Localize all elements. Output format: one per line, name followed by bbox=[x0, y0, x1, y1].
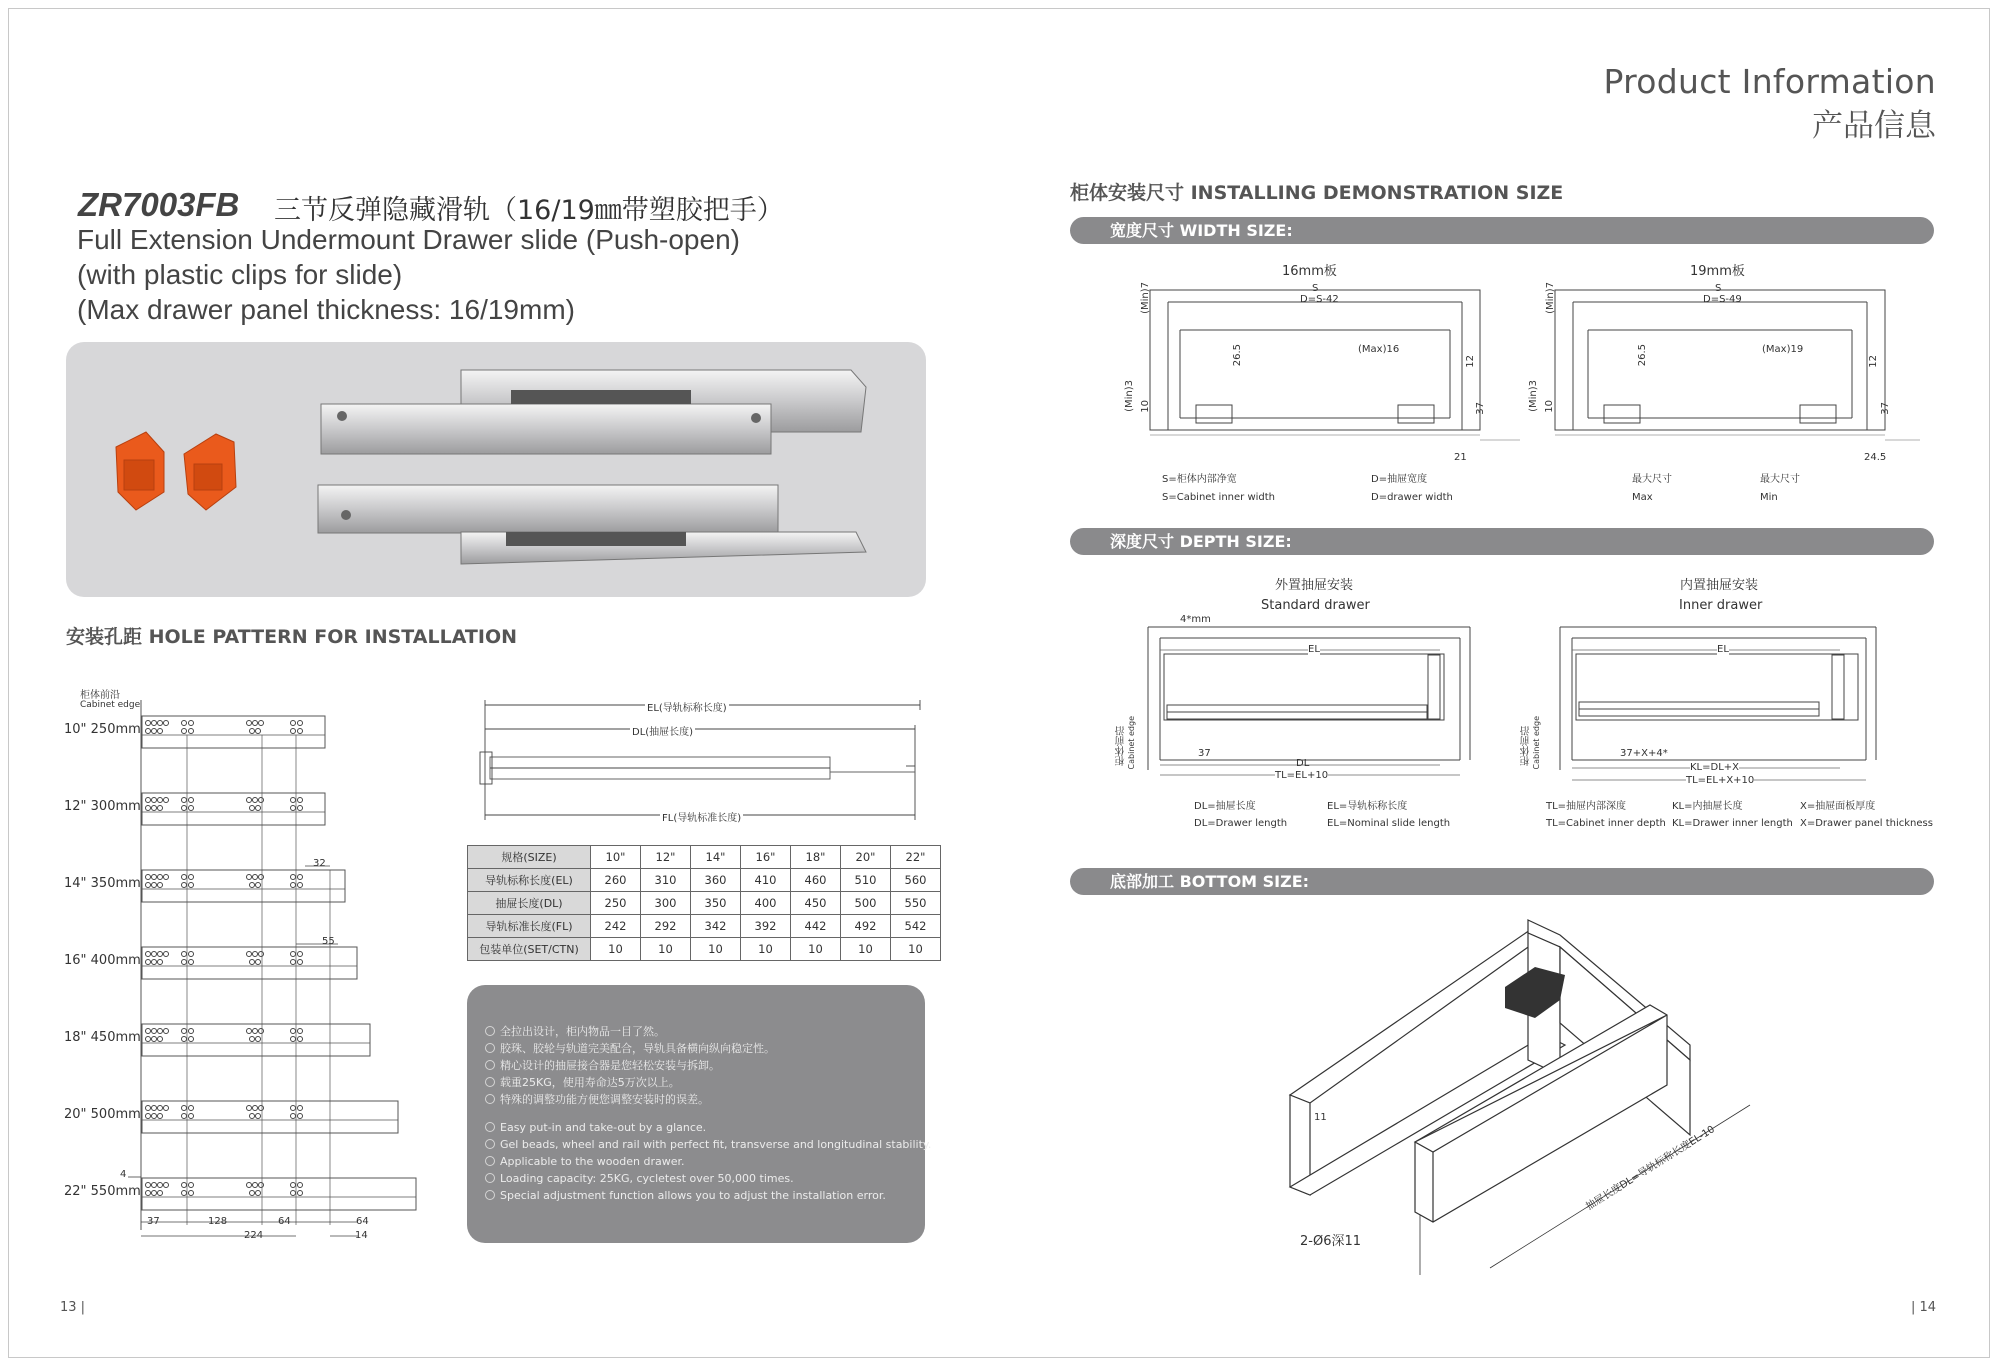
feature-item bbox=[485, 1121, 706, 1134]
size-label-12: 12" 300mm bbox=[64, 799, 141, 814]
bottom-size-bar: 底部加工 BOTTOM SIZE: bbox=[1070, 868, 1934, 895]
dim-128: 128 bbox=[208, 1216, 228, 1227]
w19-min7: (Min)7 bbox=[1545, 282, 1556, 314]
inner-el: EL bbox=[1717, 644, 1729, 655]
w16-max16: (Max)16 bbox=[1358, 344, 1400, 355]
feature-text: 精心设计的抽屉接合器是您轻松安装与拆卸。 bbox=[500, 1059, 720, 1072]
depth-legend-kl-en: KL=Drawer inner length bbox=[1672, 818, 1793, 829]
cabinet-edge-cn: 柜体前沿 bbox=[80, 690, 120, 701]
table-cell: 550 bbox=[891, 892, 941, 915]
w16-21: 21 bbox=[1454, 452, 1467, 463]
std-edge-en: Cabinet edge bbox=[1127, 716, 1136, 770]
size-label-14: 14" 350mm bbox=[64, 876, 141, 891]
bullet-icon bbox=[485, 1094, 495, 1104]
feature-item bbox=[485, 1074, 680, 1090]
depth-legend-tl-cn: TL=抽屉内部深度 bbox=[1546, 801, 1627, 812]
table-cell: 492 bbox=[841, 915, 891, 938]
depth-legend-x-cn: X=抽屉面板厚度 bbox=[1800, 801, 1876, 812]
table-cell: 560 bbox=[891, 869, 941, 892]
w16-min3: (Min)3 bbox=[1124, 380, 1135, 412]
std-4mm: 4*mm bbox=[1180, 614, 1211, 625]
legend-d-cn: D=抽屉宽度 bbox=[1371, 474, 1428, 485]
page-number-left: 13 | bbox=[60, 1300, 86, 1315]
feature-item bbox=[485, 1138, 931, 1151]
feature-item bbox=[485, 1057, 720, 1073]
table-cell: 392 bbox=[741, 915, 791, 938]
table-cell: 410 bbox=[741, 869, 791, 892]
feature-item bbox=[485, 1172, 794, 1185]
table-cell: 542 bbox=[891, 915, 941, 938]
table-row bbox=[468, 938, 941, 961]
table-row bbox=[468, 915, 941, 938]
dl-label: DL(抽屉长度) bbox=[630, 723, 695, 738]
bullet-icon bbox=[485, 1122, 495, 1132]
bottom-length-label: 抽屉长度DL=导轨标称长度EL-10 bbox=[1584, 1124, 1717, 1213]
table-cell: 460 bbox=[791, 869, 841, 892]
table-col-22: 22" bbox=[891, 846, 941, 869]
model-number: ZR7003FB bbox=[78, 186, 240, 223]
w19-12: 12 bbox=[1868, 355, 1879, 368]
depth-legend-dl-cn: DL=抽屉长度 bbox=[1194, 801, 1256, 812]
dim-37: 37 bbox=[147, 1216, 160, 1227]
std-title-en: Standard drawer bbox=[1261, 598, 1370, 613]
installing-title: 柜体安装尺寸 INSTALLING DEMONSTRATION SIZE bbox=[1070, 182, 1564, 204]
inner-kl: KL=DL+X bbox=[1690, 762, 1740, 773]
depth-legend-dl-en: DL=Drawer length bbox=[1194, 818, 1288, 829]
inner-37x4: 37+X+4* bbox=[1620, 748, 1668, 759]
size-label-22: 22" 550mm bbox=[64, 1184, 141, 1199]
bullet-icon bbox=[485, 1156, 495, 1166]
product-title-line1: Full Extension Undermount Drawer slide (Push-open) bbox=[77, 224, 740, 255]
table-col-20: 20" bbox=[841, 846, 891, 869]
table-col-18: 18" bbox=[791, 846, 841, 869]
table-cell: 292 bbox=[641, 915, 691, 938]
feature-text: 载重25KG，使用寿命达5万次以上。 bbox=[500, 1076, 680, 1089]
std-dl: DL bbox=[1296, 758, 1310, 769]
bottom-11: 11 bbox=[1314, 1112, 1327, 1123]
feature-text: Applicable to the wooden drawer. bbox=[500, 1155, 685, 1168]
bullet-icon bbox=[485, 1060, 495, 1070]
table-row-label: 导轨标准长度(FL) bbox=[468, 915, 591, 938]
table-cell: 10 bbox=[591, 938, 641, 961]
page-number-right: | 14 bbox=[1910, 1300, 1936, 1315]
el-label: EL(导轨标称长度) bbox=[645, 699, 729, 714]
size-label-20: 20" 500mm bbox=[64, 1107, 141, 1122]
size-label-10: 10" 250mm bbox=[64, 722, 141, 737]
table-col-12: 12" bbox=[641, 846, 691, 869]
features-box bbox=[467, 985, 932, 1243]
cabinet-edge-en: Cabinet edge bbox=[80, 700, 141, 710]
w16-12: 12 bbox=[1465, 355, 1476, 368]
bottom-diagram bbox=[1270, 905, 1790, 1285]
legend-max-cn: 最大尺寸 bbox=[1632, 474, 1672, 485]
feature-text: Loading capacity: 25KG, cycletest over 50,000 times. bbox=[500, 1172, 794, 1185]
depth-diagrams bbox=[1110, 610, 1910, 790]
w16-265: 26.5 bbox=[1232, 344, 1243, 367]
fl-label: FL(导轨标准长度) bbox=[660, 809, 743, 824]
w19-10: 10 bbox=[1544, 400, 1555, 413]
feature-text: 胶珠、胶轮与轨道完美配合，导轨具备横向纵向稳定性。 bbox=[500, 1042, 775, 1055]
table-row bbox=[468, 869, 941, 892]
feature-text: Special adjustment function allows you to adjust the installation error. bbox=[500, 1189, 886, 1202]
table-cell: 10 bbox=[691, 938, 741, 961]
legend-min-cn: 最大尺寸 bbox=[1760, 474, 1800, 485]
depth-legend-el-cn: EL=导轨标称长度 bbox=[1327, 801, 1408, 812]
w19-max19: (Max)19 bbox=[1762, 344, 1804, 355]
width-size-bar: 宽度尺寸 WIDTH SIZE: bbox=[1070, 217, 1934, 244]
feature-item bbox=[485, 1040, 775, 1056]
inner-edge-cn: 柜体前沿 bbox=[1521, 726, 1532, 766]
w16-37: 37 bbox=[1475, 402, 1486, 415]
dim-224: 224 bbox=[244, 1230, 264, 1241]
w19-title: 19mm板 bbox=[1690, 264, 1745, 279]
std-37: 37 bbox=[1198, 748, 1211, 759]
bullet-icon bbox=[485, 1190, 495, 1200]
spec-table bbox=[467, 845, 941, 961]
product-name-cn: 三节反弹隐藏滑轨（16/19㎜带塑胶把手） bbox=[274, 195, 784, 226]
size-label-16: 16" 400mm bbox=[64, 953, 141, 968]
table-row-label: 包装单位(SET/CTN) bbox=[468, 938, 591, 961]
w16-10: 10 bbox=[1140, 400, 1151, 413]
feature-item bbox=[485, 1189, 886, 1202]
table-cell: 242 bbox=[591, 915, 641, 938]
table-cell: 10 bbox=[791, 938, 841, 961]
std-el: EL bbox=[1308, 644, 1320, 655]
table-row-label: 抽屉长度(DL) bbox=[468, 892, 591, 915]
legend-s-cn: S=柜体内部净宽 bbox=[1162, 474, 1237, 485]
w16-d: D=S-42 bbox=[1300, 294, 1339, 305]
w19-d: D=S-49 bbox=[1703, 294, 1742, 305]
feature-item bbox=[485, 1091, 709, 1107]
depth-size-bar: 深度尺寸 DEPTH SIZE: bbox=[1070, 528, 1934, 555]
legend-max-en: Max bbox=[1632, 492, 1653, 503]
feature-text: Gel beads, wheel and rail with perfect fit, transverse and longitudinal stability. bbox=[500, 1138, 932, 1151]
feature-item bbox=[485, 1023, 665, 1039]
section-title-en: Product Information bbox=[1603, 62, 1936, 101]
feature-text: Easy put-in and take-out by a glance. bbox=[500, 1121, 707, 1134]
w19-s: S bbox=[1715, 283, 1722, 294]
inner-edge-en: Cabinet edge bbox=[1532, 716, 1541, 770]
bullet-icon bbox=[485, 1043, 495, 1053]
bullet-icon bbox=[485, 1173, 495, 1183]
product-title-line3: (Max drawer panel thickness: 16/19mm) bbox=[77, 294, 575, 325]
depth-legend-tl-en: TL=Cabinet inner depth bbox=[1546, 818, 1666, 829]
table-cell: 442 bbox=[791, 915, 841, 938]
table-cell: 360 bbox=[691, 869, 741, 892]
table-cell: 500 bbox=[841, 892, 891, 915]
dim-4: 4 bbox=[120, 1169, 127, 1180]
table-header-label: 规格(SIZE) bbox=[468, 846, 591, 869]
feature-item bbox=[485, 1155, 684, 1168]
table-col-14: 14" bbox=[691, 846, 741, 869]
std-tl: TL=EL+10 bbox=[1275, 770, 1329, 781]
table-row-label: 导轨标称长度(EL) bbox=[468, 869, 591, 892]
section-title-cn: 产品信息 bbox=[1812, 108, 1936, 144]
table-cell: 10 bbox=[741, 938, 791, 961]
bullet-icon bbox=[485, 1139, 495, 1149]
inner-title-cn: 内置抽屉安装 bbox=[1680, 578, 1759, 593]
inner-tl: TL=EL+X+10 bbox=[1686, 775, 1755, 786]
w19-37: 37 bbox=[1880, 402, 1891, 415]
table-cell: 300 bbox=[641, 892, 691, 915]
depth-legend-kl-cn: KL=内抽屉长度 bbox=[1672, 801, 1743, 812]
width-diagrams bbox=[1120, 270, 1920, 470]
dim-64a: 64 bbox=[278, 1216, 291, 1227]
w19-265: 26.5 bbox=[1637, 344, 1648, 367]
w19-245: 24.5 bbox=[1864, 452, 1887, 463]
w16-s: S bbox=[1312, 283, 1319, 294]
w16-title: 16mm板 bbox=[1282, 264, 1337, 279]
product-title-line2: (with plastic clips for slide) bbox=[77, 259, 403, 290]
table-cell: 250 bbox=[591, 892, 641, 915]
bullet-icon bbox=[485, 1077, 495, 1087]
table-cell: 350 bbox=[691, 892, 741, 915]
dim-32: 32 bbox=[313, 858, 326, 869]
table-col-16: 16" bbox=[741, 846, 791, 869]
depth-legend-x-en: X=Drawer panel thickness bbox=[1800, 818, 1933, 829]
table-cell: 310 bbox=[641, 869, 691, 892]
table-cell: 10 bbox=[641, 938, 691, 961]
legend-d-en: D=drawer width bbox=[1371, 492, 1453, 503]
dim-55: 55 bbox=[322, 936, 335, 947]
table-cell: 342 bbox=[691, 915, 741, 938]
bullet-icon bbox=[485, 1026, 495, 1036]
bottom-hole-label: 2-Ø6深11 bbox=[1300, 1234, 1362, 1249]
dim-64b: 64 bbox=[356, 1216, 369, 1227]
table-cell: 450 bbox=[791, 892, 841, 915]
dim-14: 14 bbox=[355, 1230, 368, 1241]
w19-min3: (Min)3 bbox=[1528, 380, 1539, 412]
table-cell: 260 bbox=[591, 869, 641, 892]
legend-min-en: Min bbox=[1760, 492, 1778, 503]
legend-s-en: S=Cabinet inner width bbox=[1162, 492, 1276, 503]
table-header-row bbox=[468, 846, 941, 869]
inner-title-en: Inner drawer bbox=[1679, 598, 1763, 613]
table-cell: 10 bbox=[841, 938, 891, 961]
std-title-cn: 外置抽屉安装 bbox=[1275, 578, 1354, 593]
size-label-18: 18" 450mm bbox=[64, 1030, 141, 1045]
feature-text: 全拉出设计，柜内物品一目了然。 bbox=[500, 1025, 665, 1038]
table-row bbox=[468, 892, 941, 915]
table-cell: 510 bbox=[841, 869, 891, 892]
w16-min7: (Min)7 bbox=[1140, 282, 1151, 314]
hole-pattern-title: 安装孔距 HOLE PATTERN FOR INSTALLATION bbox=[66, 626, 518, 648]
table-cell: 10 bbox=[891, 938, 941, 961]
table-col-10: 10" bbox=[591, 846, 641, 869]
depth-legend-el-en: EL=Nominal slide length bbox=[1327, 818, 1451, 829]
table-cell: 400 bbox=[741, 892, 791, 915]
hole-pattern-diagram bbox=[0, 0, 440, 1260]
std-edge-cn: 柜体前沿 bbox=[1116, 726, 1127, 766]
feature-text: 特殊的调整功能方便您调整安装时的误差。 bbox=[500, 1093, 709, 1106]
